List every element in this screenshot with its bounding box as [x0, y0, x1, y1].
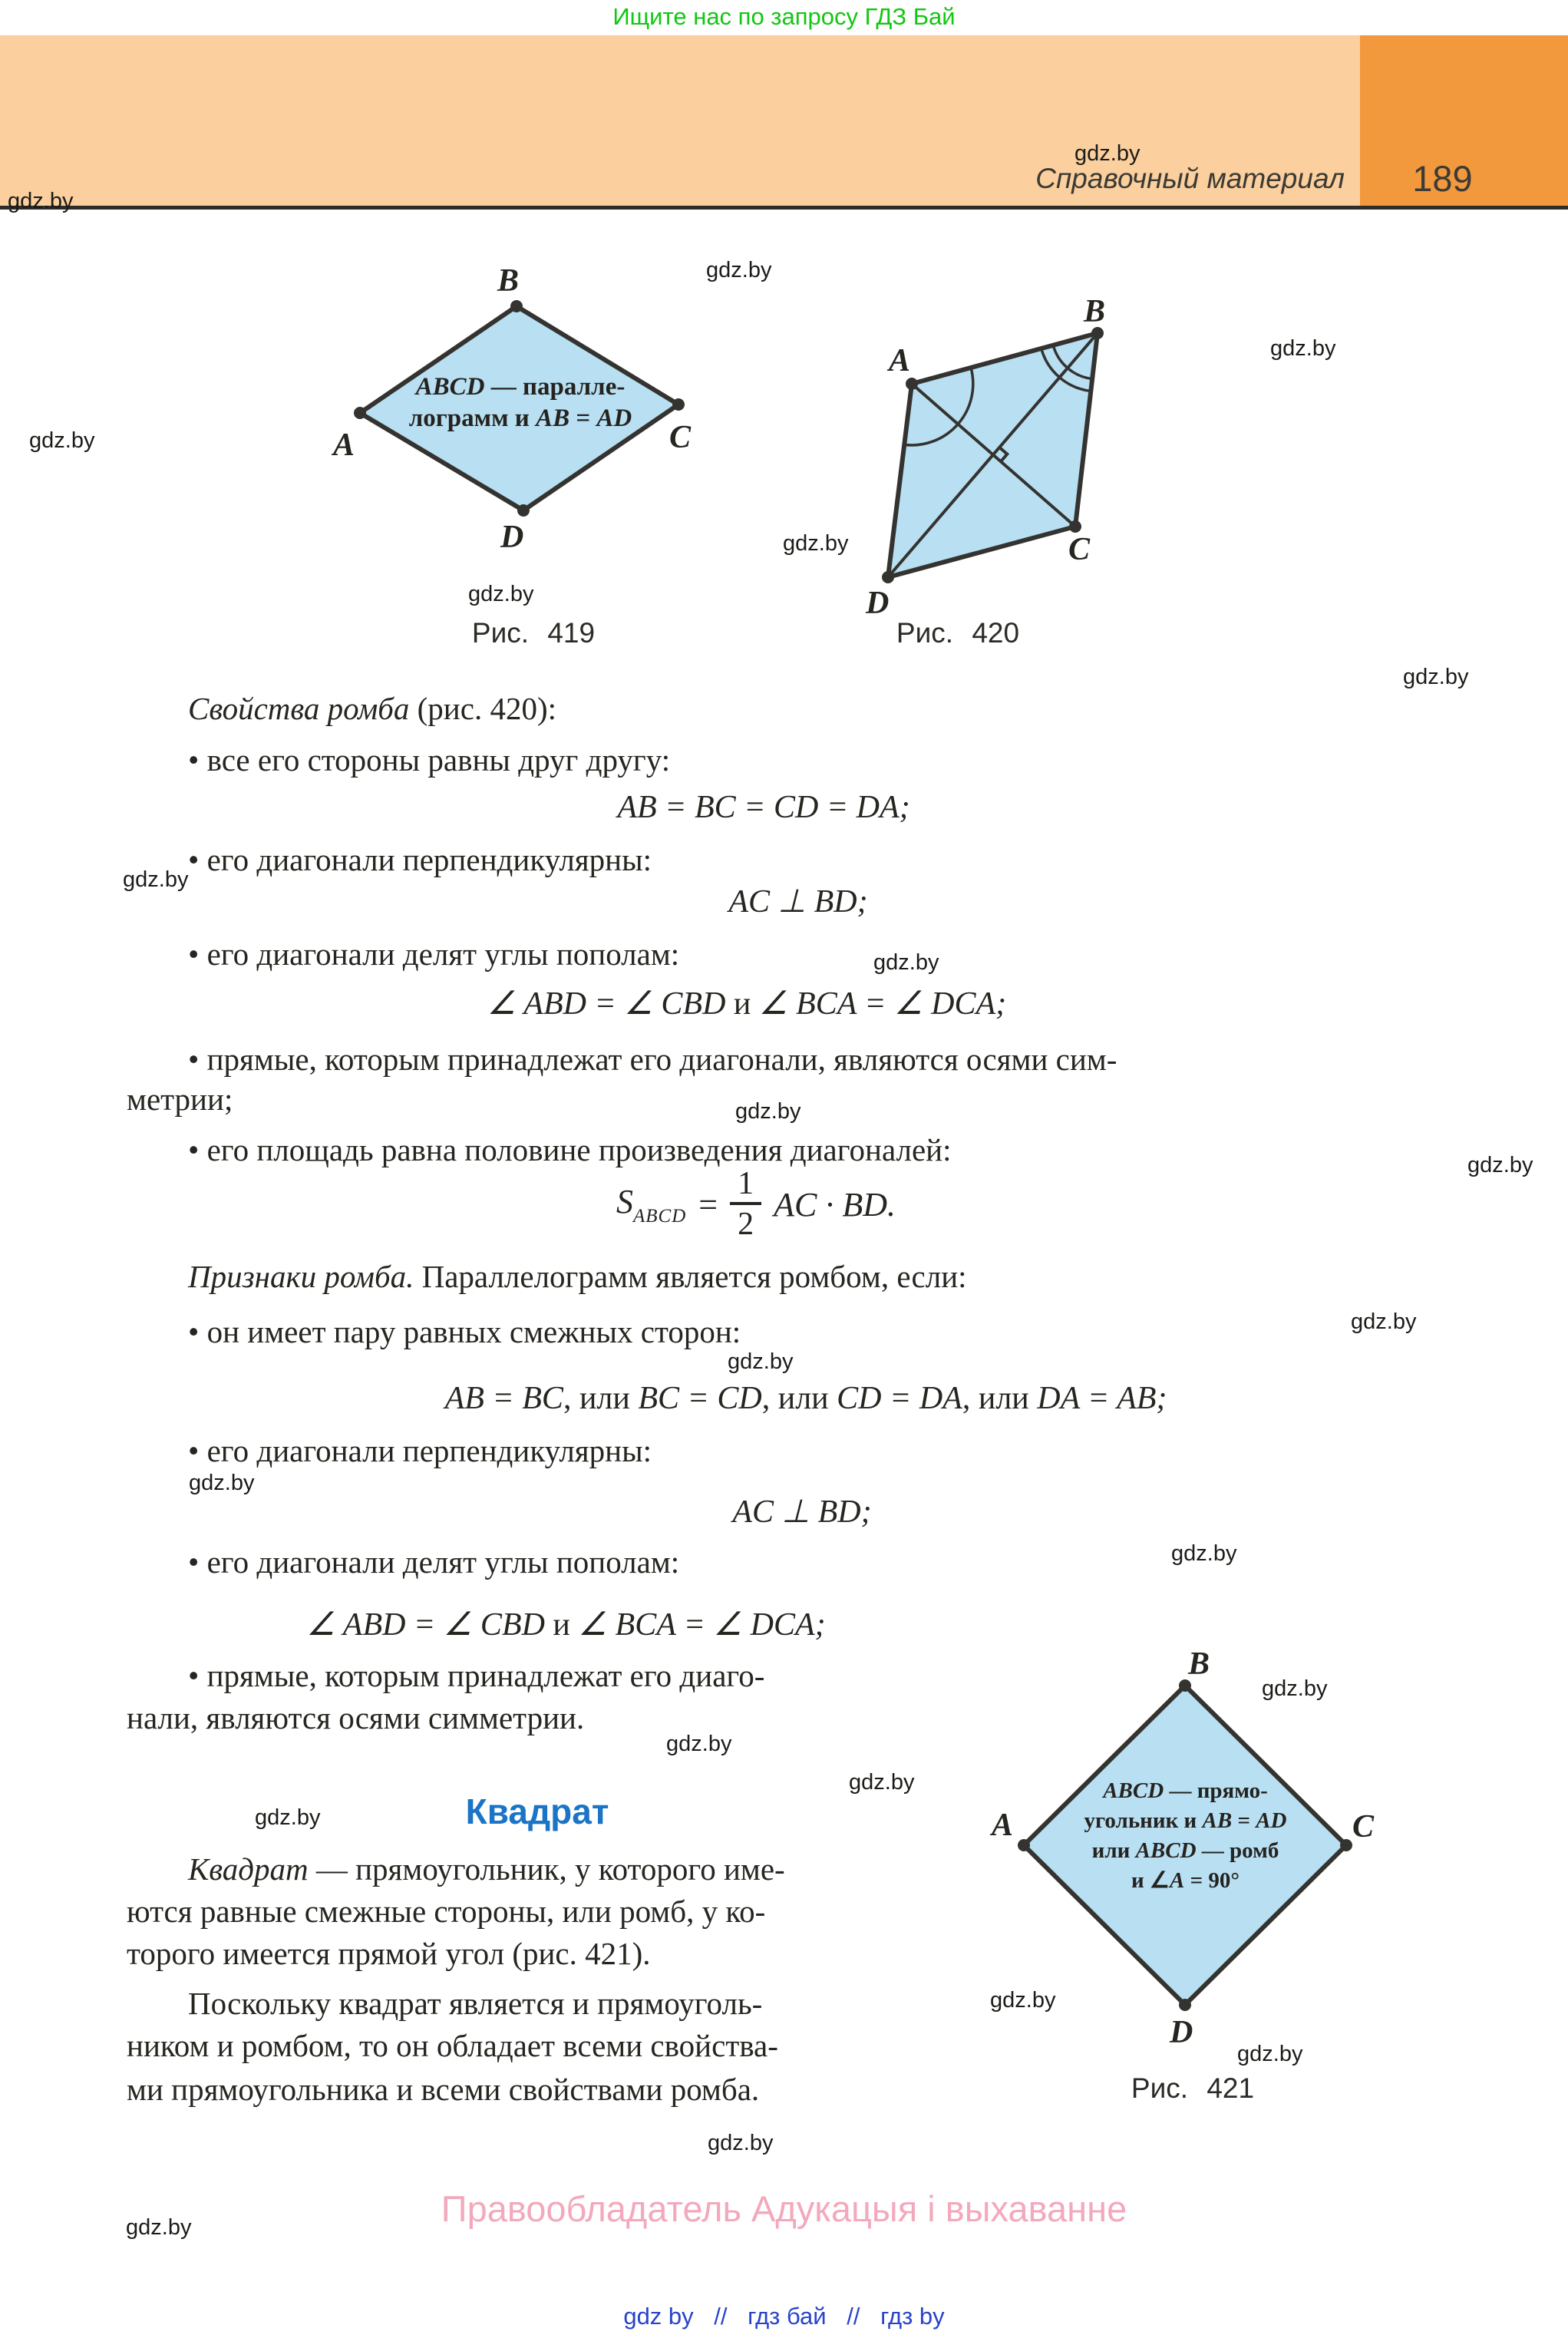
- watermark: gdz.by: [1403, 665, 1469, 689]
- watermark: gdz.by: [189, 1471, 255, 1495]
- formula-angles-2: ∠ ABD = ∠ CBD и ∠ BCA = ∠ DCA;: [306, 1607, 826, 1643]
- fig419-inner-text: [344, 372, 697, 434]
- fig419-vertex-d-label: D: [500, 520, 524, 555]
- bullet-adjacent: • он имеет пару равных смежных сторон:: [188, 1314, 741, 1349]
- bullet-sides: • все его стороны равны друг другу:: [188, 742, 671, 778]
- square-paragraph2-line3: ми прямоугольника и всеми свойствами ромба.: [127, 2072, 760, 2107]
- footer-links-separator: //: [714, 2303, 728, 2330]
- watermark: gdz.by: [990, 1988, 1056, 2013]
- bullet-axes-2-line2: нали, являются осями симметрии.: [127, 1700, 585, 1735]
- formula-angles-1: ∠ ABD = ∠ CBD и ∠ BCA = ∠ DCA;: [487, 986, 1007, 1022]
- watermark: gdz.by: [728, 1349, 794, 1374]
- section-title: Справочный материал: [1035, 163, 1345, 194]
- watermark: gdz.by: [849, 1770, 915, 1795]
- watermark: gdz.by: [666, 1732, 732, 1756]
- square-paragraph1-line3: торого имеется прямой угол (рис. 421).: [127, 1936, 651, 1971]
- watermark: gdz.by: [708, 2131, 774, 2155]
- bullet-bisect-2: • его диагонали делят углы пополам:: [188, 1544, 680, 1580]
- watermark: gdz.by: [126, 2215, 192, 2240]
- fig421-inner-line1: ABCD — прямо-: [1103, 1778, 1268, 1803]
- fig421-inner-text: [1038, 1776, 1333, 1896]
- fig421-inner-line3: или ABCD — ромб: [1091, 1838, 1279, 1863]
- criteria-heading: Признаки ромба. Параллелограмм является ромбом, если:: [188, 1259, 967, 1294]
- formula-perpendicular-2: AC ⊥ BD;: [732, 1494, 872, 1530]
- header-rule: [0, 206, 1568, 210]
- page-number: 189: [1412, 158, 1473, 199]
- watermark: gdz.by: [873, 950, 939, 975]
- fig419-vertex-c-label: C: [669, 420, 692, 455]
- watermark: gdz.by: [29, 428, 95, 453]
- fig420-vertex-b-label: B: [1084, 294, 1106, 329]
- watermark: gdz.by: [1270, 336, 1336, 361]
- bullet-bisect-1: • его диагонали делят углы пополам:: [188, 936, 680, 972]
- bullet-perpendicular-1: • его диагонали перпендикулярны:: [188, 842, 652, 877]
- fig419-inner-line2: лограмм и AB = AD: [408, 405, 632, 432]
- fig420-vertex-a-label: A: [889, 343, 911, 378]
- fig421-vertex-c-label: C: [1352, 1809, 1375, 1844]
- fig421-inner-line4: и ∠A = 90°: [1131, 1868, 1240, 1893]
- publisher-line: Правообладатель Адукацыя і выхаванне: [441, 2188, 1127, 2229]
- watermark: gdz.by: [1237, 2042, 1303, 2066]
- watermark: gdz.by: [1467, 1153, 1533, 1177]
- bullet-axes-1-line2: метрии;: [127, 1081, 233, 1117]
- area-formula-subscript: ABCD: [633, 1205, 687, 1227]
- area-formula-fraction: [730, 1165, 761, 1243]
- fig420-vertex-c-label: C: [1068, 532, 1091, 567]
- watermark: gdz.by: [123, 867, 189, 892]
- bullet-axes-1-line1: • прямые, которым принадлежат его диагонали, являются осями сим-: [188, 1042, 1117, 1077]
- fig420-vertex-d-label: D: [866, 586, 890, 621]
- formula-perpendicular-1: AC ⊥ BD;: [728, 884, 868, 920]
- formula-adjacent: AB = BC, или BC = CD, или CD = DA, или DA = AB;: [444, 1381, 1167, 1416]
- footer-links-separator: //: [847, 2303, 860, 2330]
- search-hint-note: Ищите нас по запросу ГДЗ Бай: [612, 3, 956, 30]
- area-formula-s: $S_{ABCD}$: [616, 1182, 687, 1227]
- formula-sides: AB = BC = CD = DA;: [617, 790, 910, 825]
- fig421-vertex-a-label: A: [992, 1808, 1014, 1843]
- watermark: gdz.by: [468, 582, 534, 606]
- watermark: gdz.by: [8, 189, 74, 213]
- fig419-inner-line1: ABCD — паралле-: [415, 373, 626, 401]
- area-formula: [127, 1165, 1385, 1243]
- fig421-caption: Рис. 421: [1131, 2072, 1255, 2104]
- square-paragraph1-line2: ются равные смежные стороны, или ромб, у ко-: [127, 1894, 766, 1929]
- fig421-inner-line2: угольник и AB = AD: [1084, 1808, 1287, 1833]
- watermark: gdz.by: [1351, 1309, 1417, 1334]
- watermark: gdz.by: [1074, 141, 1141, 166]
- square-paragraph2-line2: ником и ромбом, то он обладает всеми свойства-: [127, 2028, 778, 2063]
- area-formula-equals: =: [698, 1185, 718, 1223]
- area-formula-tail: AC · BD.: [774, 1185, 896, 1223]
- properties-heading: Свойства ромба (рис. 420):: [188, 691, 556, 726]
- square-paragraph1-line1: Квадрат — прямоугольник, у которого име-: [188, 1851, 785, 1887]
- fraction-denominator: 2: [730, 1202, 761, 1243]
- watermark: gdz.by: [735, 1099, 801, 1124]
- watermark: gdz.by: [1171, 1541, 1237, 1566]
- footer-links: [0, 2303, 1568, 2330]
- fig419-vertex-a-label: A: [333, 428, 355, 463]
- fig419-caption: Рис. 419: [471, 617, 596, 649]
- watermark: gdz.by: [1262, 1676, 1328, 1701]
- fig419-vertex-b-label: B: [497, 263, 520, 299]
- fig420-caption: Рис. 420: [896, 617, 1020, 649]
- watermark: gdz.by: [255, 1805, 321, 1830]
- square-section-heading: Квадрат: [465, 1791, 609, 1831]
- fig421-vertex-b-label: B: [1188, 1646, 1210, 1682]
- fraction-numerator: 1: [738, 1166, 754, 1201]
- watermark: gdz.by: [706, 258, 772, 282]
- watermark: gdz.by: [783, 531, 849, 556]
- bullet-perpendicular-2: • его диагонали перпендикулярны:: [188, 1433, 652, 1468]
- square-paragraph2-line1: Поскольку квадрат является и прямоуголь-: [188, 1986, 763, 2021]
- bullet-axes-2-line1: • прямые, которым принадлежат его диаго-: [188, 1658, 765, 1693]
- footer-link-gdz-by[interactable]: gdz by: [623, 2303, 694, 2330]
- fig421-vertex-d-label: D: [1170, 2015, 1193, 2050]
- page-number-box: [1360, 35, 1568, 206]
- bullet-area: • его площадь равна половине произведения диагоналей:: [188, 1132, 952, 1167]
- footer-link-gdz-bai[interactable]: гдз бай: [748, 2303, 827, 2330]
- footer-link-gdz-by-2[interactable]: гдз by: [880, 2303, 945, 2330]
